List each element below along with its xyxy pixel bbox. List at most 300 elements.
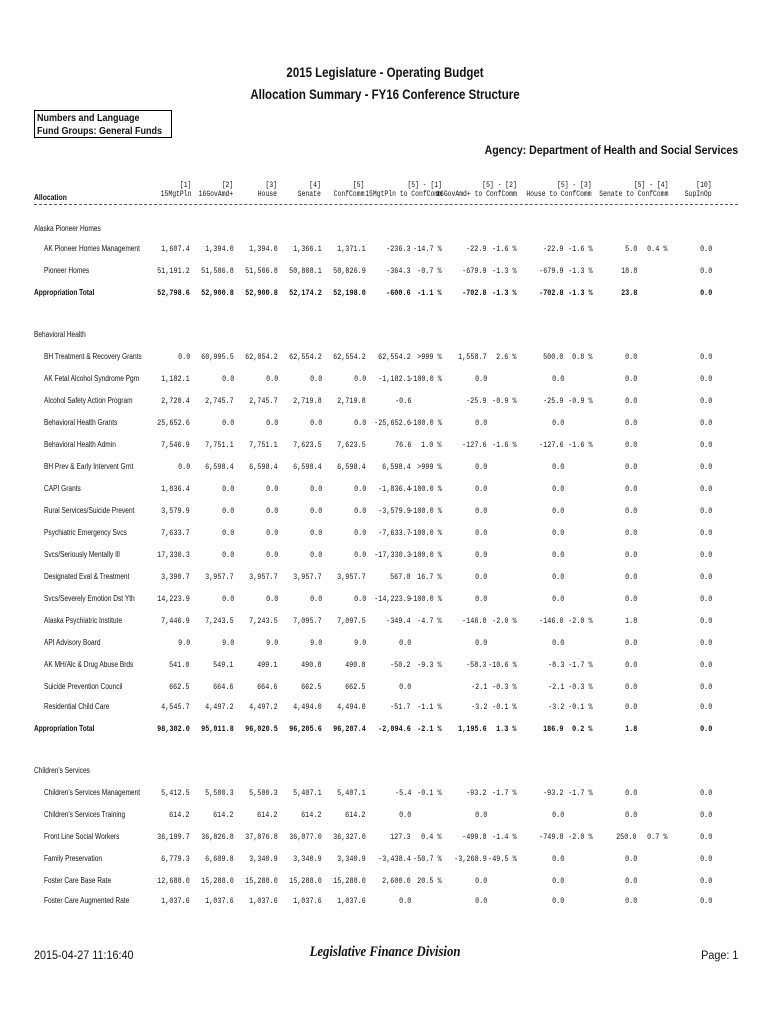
table-cell: -3,268.9 bbox=[454, 854, 487, 864]
table-cell: 51,506.8 bbox=[245, 266, 278, 276]
table-cell: -0.3 % bbox=[568, 682, 593, 692]
table-cell: 614.2 bbox=[345, 810, 366, 820]
table-cell: -14.7 % bbox=[413, 244, 442, 254]
table-cell: 1.8 bbox=[624, 616, 637, 626]
table-cell: -25.9 bbox=[543, 396, 564, 406]
table-cell: 0.0 bbox=[309, 374, 322, 384]
table-cell: -1.6 % bbox=[492, 244, 517, 254]
table-cell: 0.0 bbox=[624, 572, 637, 582]
table-cell: 96,205.6 bbox=[289, 724, 322, 734]
table-cell: -10.6 % bbox=[488, 660, 517, 670]
table-cell: -0.9 % bbox=[492, 396, 517, 406]
table-cell: 0.0 bbox=[309, 506, 322, 516]
table-cell: 0.0 bbox=[551, 528, 564, 538]
section-heading bbox=[0, 224, 770, 236]
allocation-header: Allocation bbox=[34, 193, 67, 202]
table-cell: -1.4 % bbox=[492, 832, 517, 842]
table-cell: 7,633.7 bbox=[161, 528, 190, 538]
table-cell: 96,207.4 bbox=[333, 724, 366, 734]
table-cell: 9.0 bbox=[309, 638, 322, 648]
row-label: Behavioral Health Grants bbox=[44, 418, 118, 427]
table-cell: 0.0 bbox=[699, 288, 712, 298]
table-cell: 0.0 bbox=[353, 550, 366, 560]
table-cell: 0.0 bbox=[221, 418, 234, 428]
table-cell: 541.0 bbox=[169, 660, 190, 670]
table-cell: 36,077.0 bbox=[289, 832, 322, 842]
table-cell: -1.7 % bbox=[568, 788, 593, 798]
row-label: Children's Services Management bbox=[44, 788, 141, 797]
table-cell: -1.7 % bbox=[492, 788, 517, 798]
fund-box-line2: Fund Groups: General Funds bbox=[37, 126, 163, 137]
table-cell: 14,223.9 bbox=[157, 594, 190, 604]
column-header-number: [4] bbox=[309, 181, 321, 190]
table-cell: 0.8 % bbox=[572, 352, 593, 362]
column-header-name: House to ConfComm bbox=[526, 190, 592, 199]
table-cell: 0.0 bbox=[624, 854, 637, 864]
table-cell: 1.3 % bbox=[496, 724, 517, 734]
report-subtitle: Allocation Summary - FY16 Conference Structure bbox=[250, 86, 520, 102]
table-cell: 1,195.6 bbox=[458, 724, 487, 734]
table-cell: 0.0 bbox=[265, 594, 278, 604]
table-cell: -3,438.4 bbox=[378, 854, 411, 864]
row-label: Front Line Social Workers bbox=[44, 832, 120, 841]
column-header-name: 15MgtPln to ConfComm bbox=[365, 190, 442, 199]
table-cell: 0.0 bbox=[624, 550, 637, 560]
table-cell: 0.0 bbox=[699, 810, 712, 820]
table-cell: 0.0 bbox=[398, 810, 411, 820]
table-cell: -1.6 % bbox=[568, 440, 593, 450]
table-row bbox=[0, 528, 770, 540]
table-cell: 662.5 bbox=[301, 682, 322, 692]
table-cell: 6,779.3 bbox=[161, 854, 190, 864]
table-cell: 186.9 bbox=[543, 724, 564, 734]
table-cell: -3.2 bbox=[470, 702, 487, 712]
section-heading bbox=[0, 766, 770, 778]
table-cell: >999 % bbox=[417, 352, 442, 362]
table-cell: -2.0 % bbox=[568, 832, 593, 842]
table-cell: -93.2 bbox=[466, 788, 487, 798]
table-cell: 0.0 bbox=[474, 810, 487, 820]
table-cell: 0.0 bbox=[699, 702, 712, 712]
table-cell: 0.0 bbox=[624, 788, 637, 798]
row-label: BH Treatment & Recovery Grants bbox=[44, 352, 142, 361]
table-cell: 0.0 bbox=[699, 396, 712, 406]
table-cell: 0.0 bbox=[221, 484, 234, 494]
table-cell: 1,037.6 bbox=[337, 896, 366, 906]
table-cell: 37,076.8 bbox=[245, 832, 278, 842]
table-cell: -100.0 % bbox=[409, 374, 442, 384]
table-cell: 16.7 % bbox=[417, 572, 442, 582]
table-cell: 0.0 bbox=[353, 418, 366, 428]
column-header bbox=[258, 181, 277, 199]
table-cell: 0.0 bbox=[398, 638, 411, 648]
table-cell: 51,191.2 bbox=[157, 266, 190, 276]
table-cell: -600.6 bbox=[386, 288, 411, 298]
column-header-name: 16GovAmd+ to ConfComm bbox=[436, 190, 517, 199]
table-cell: 0.0 bbox=[551, 638, 564, 648]
table-cell: 0.0 bbox=[699, 660, 712, 670]
table-cell: -5.4 bbox=[394, 788, 411, 798]
table-cell: 499.1 bbox=[257, 660, 278, 670]
table-cell: 0.0 bbox=[699, 616, 712, 626]
table-cell: -1.7 % bbox=[568, 660, 593, 670]
table-cell: -2.1 bbox=[470, 682, 487, 692]
column-header bbox=[333, 181, 364, 199]
table-cell: -3.2 bbox=[547, 702, 564, 712]
table-cell: 4,494.0 bbox=[293, 702, 322, 712]
table-cell: -146.0 bbox=[539, 616, 564, 626]
table-cell: -0.1 % bbox=[492, 702, 517, 712]
report-title: 2015 Legislature - Operating Budget bbox=[286, 64, 484, 80]
table-cell: 614.2 bbox=[213, 810, 234, 820]
row-label: Alcohol Safety Action Program bbox=[44, 396, 133, 405]
table-cell: 0.0 bbox=[177, 352, 190, 362]
table-cell: 9.0 bbox=[221, 638, 234, 648]
row-label: BH Prev & Early Intervent Grnt bbox=[44, 462, 134, 471]
table-cell: 0.0 bbox=[474, 462, 487, 472]
table-cell: 5,407.1 bbox=[293, 788, 322, 798]
row-label: Behavioral Health Admin bbox=[44, 440, 116, 449]
table-cell: 1.0 % bbox=[421, 440, 442, 450]
row-label: Rural Services/Suicide Prevent bbox=[44, 506, 135, 515]
table-cell: -93.2 bbox=[543, 788, 564, 798]
table-cell: 0.0 bbox=[474, 572, 487, 582]
table-row bbox=[0, 550, 770, 562]
table-cell: -100.0 % bbox=[409, 594, 442, 604]
table-cell: -679.9 bbox=[539, 266, 564, 276]
table-cell: 5,407.1 bbox=[337, 788, 366, 798]
column-header-name: 15MgtPln bbox=[160, 190, 191, 199]
table-cell: 1,394.0 bbox=[205, 244, 234, 254]
table-cell: 4,497.2 bbox=[205, 702, 234, 712]
table-cell: 6,598.4 bbox=[249, 462, 278, 472]
row-label: AK Fetal Alcohol Syndrome Pgm bbox=[44, 374, 140, 383]
table-cell: 1,037.6 bbox=[161, 896, 190, 906]
table-cell: 9.0 bbox=[353, 638, 366, 648]
table-cell: 15,288.0 bbox=[333, 876, 366, 886]
table-cell: -9.3 % bbox=[417, 660, 442, 670]
table-cell: 15,288.0 bbox=[245, 876, 278, 886]
table-cell: -236.3 bbox=[386, 244, 411, 254]
table-cell: 1,371.1 bbox=[337, 244, 366, 254]
table-cell: 36,327.0 bbox=[333, 832, 366, 842]
row-label: Children's Services bbox=[34, 766, 90, 775]
table-row bbox=[0, 616, 770, 628]
table-cell: 2,720.4 bbox=[161, 396, 190, 406]
table-cell: 25,652.6 bbox=[157, 418, 190, 428]
table-cell: -25.9 bbox=[466, 396, 487, 406]
column-header bbox=[527, 181, 592, 199]
row-label: AK Pioneer Homes Management bbox=[44, 244, 140, 253]
table-cell: 0.0 bbox=[551, 810, 564, 820]
table-cell: 3,957.7 bbox=[337, 572, 366, 582]
table-cell: -22.9 bbox=[543, 244, 564, 254]
table-cell: -1,182.1 bbox=[378, 374, 411, 384]
row-label: Foster Care Augmented Rate bbox=[44, 896, 130, 905]
table-cell: 0.2 % bbox=[572, 724, 593, 734]
table-cell: -702.8 bbox=[539, 288, 564, 298]
table-cell: 0.0 bbox=[699, 418, 712, 428]
table-cell: 0.0 bbox=[353, 484, 366, 494]
table-cell: -2.0 % bbox=[492, 616, 517, 626]
table-cell: 0.0 bbox=[699, 832, 712, 842]
table-cell: 0.0 bbox=[265, 506, 278, 516]
table-cell: -0.3 % bbox=[492, 682, 517, 692]
table-cell: -2.1 bbox=[547, 682, 564, 692]
row-label: API Advisory Board bbox=[44, 638, 101, 647]
table-row bbox=[0, 418, 770, 430]
table-cell: 18.8 bbox=[620, 266, 637, 276]
table-cell: 0.0 bbox=[474, 550, 487, 560]
column-header bbox=[599, 181, 668, 199]
table-cell: 0.0 bbox=[265, 528, 278, 538]
footer-page: Page: 1 bbox=[700, 948, 738, 962]
table-row bbox=[0, 506, 770, 518]
table-cell: 12,688.0 bbox=[157, 876, 190, 886]
table-cell: -749.8 bbox=[539, 832, 564, 842]
table-cell: 7,095.7 bbox=[293, 616, 322, 626]
row-label: Behavioral Health bbox=[34, 330, 86, 339]
row-label: Svcs/Severely Emotion Dst Yth bbox=[44, 594, 135, 603]
table-cell: -1.1 % bbox=[417, 288, 442, 298]
table-cell: 0.0 bbox=[699, 244, 712, 254]
table-cell: 3,340.9 bbox=[293, 854, 322, 864]
table-cell: -25,652.6 bbox=[374, 418, 411, 428]
table-cell: 0.0 bbox=[699, 896, 712, 906]
table-row bbox=[0, 638, 770, 650]
table-cell: 2,745.7 bbox=[205, 396, 234, 406]
table-cell: 36,199.7 bbox=[157, 832, 190, 842]
table-cell: 3,957.7 bbox=[249, 572, 278, 582]
table-cell: 0.0 bbox=[474, 638, 487, 648]
table-cell: -7,633.7 bbox=[378, 528, 411, 538]
column-header-name: SupInOp bbox=[685, 190, 712, 199]
table-cell: -1.6 % bbox=[568, 244, 593, 254]
table-cell: 0.0 bbox=[624, 418, 637, 428]
column-header-number: [3] bbox=[265, 181, 277, 190]
column-header-number: [5] - [2] bbox=[482, 181, 517, 190]
row-label: Appropriation Total bbox=[34, 288, 95, 297]
table-cell: 6,609.8 bbox=[205, 854, 234, 864]
table-cell: 0.0 bbox=[398, 682, 411, 692]
table-cell: 3,579.9 bbox=[161, 506, 190, 516]
header-rule bbox=[34, 204, 738, 205]
table-cell: 52,798.6 bbox=[157, 288, 190, 298]
table-cell: 36,826.8 bbox=[201, 832, 234, 842]
table-cell: 0.0 bbox=[474, 484, 487, 494]
table-cell: 0.0 bbox=[474, 418, 487, 428]
table-row bbox=[0, 788, 770, 800]
table-cell: -499.8 bbox=[462, 832, 487, 842]
row-label: Children's Services Training bbox=[44, 810, 126, 819]
table-row bbox=[0, 810, 770, 822]
table-cell: 7,446.9 bbox=[161, 616, 190, 626]
table-cell: -17,330.3 bbox=[374, 550, 411, 560]
table-cell: 15,288.0 bbox=[201, 876, 234, 886]
table-cell: 3,340.9 bbox=[249, 854, 278, 864]
table-cell: -0.1 % bbox=[417, 788, 442, 798]
table-cell: 0.0 bbox=[474, 876, 487, 886]
table-cell: 7,751.1 bbox=[249, 440, 278, 450]
table-cell: -2.0 % bbox=[568, 616, 593, 626]
fund-groups-box bbox=[34, 110, 172, 138]
table-cell: -349.4 bbox=[386, 616, 411, 626]
table-cell: 7,623.5 bbox=[337, 440, 366, 450]
table-row bbox=[0, 484, 770, 496]
table-cell: 3,957.7 bbox=[205, 572, 234, 582]
column-header-name: ConfComm bbox=[333, 190, 364, 199]
table-cell: 0.0 bbox=[699, 572, 712, 582]
table-cell: 2,745.7 bbox=[249, 396, 278, 406]
table-cell: 0.4 % bbox=[647, 244, 668, 254]
table-cell: 9.0 bbox=[265, 638, 278, 648]
table-cell: 0.0 bbox=[624, 660, 637, 670]
table-cell: 20.5 % bbox=[417, 876, 442, 886]
table-cell: 0.0 bbox=[699, 724, 712, 734]
table-cell: 0.0 bbox=[699, 484, 712, 494]
table-cell: 0.0 bbox=[699, 440, 712, 450]
table-cell: 0.4 % bbox=[421, 832, 442, 842]
table-row bbox=[0, 352, 770, 364]
table-cell: 0.0 bbox=[624, 594, 637, 604]
table-cell: 4,497.2 bbox=[249, 702, 278, 712]
table-cell: 62,054.2 bbox=[245, 352, 278, 362]
column-header-name: Senate bbox=[297, 190, 321, 199]
table-cell: 0.0 bbox=[474, 528, 487, 538]
section-heading bbox=[0, 330, 770, 342]
table-cell: 0.0 bbox=[624, 682, 637, 692]
row-label: Suicide Prevention Council bbox=[44, 682, 123, 691]
column-header-number: [10] bbox=[696, 181, 712, 190]
table-cell: 1,836.4 bbox=[161, 484, 190, 494]
table-cell: 0.0 bbox=[551, 462, 564, 472]
table-cell: 0.0 bbox=[551, 418, 564, 428]
table-cell: 52,174.2 bbox=[289, 288, 322, 298]
table-cell: 0.0 bbox=[624, 506, 637, 516]
table-cell: 0.0 bbox=[624, 352, 637, 362]
table-cell: -100.0 % bbox=[409, 418, 442, 428]
table-cell: 500.0 bbox=[543, 352, 564, 362]
table-cell: 0.0 bbox=[624, 702, 637, 712]
table-cell: 0.0 bbox=[265, 418, 278, 428]
table-cell: 0.0 bbox=[699, 854, 712, 864]
table-row bbox=[0, 462, 770, 474]
agency-label: Agency: Department of Health and Social Services bbox=[484, 143, 738, 157]
table-cell: 3,390.7 bbox=[161, 572, 190, 582]
table-cell: 5,412.5 bbox=[161, 788, 190, 798]
table-cell: 4,494.0 bbox=[337, 702, 366, 712]
table-cell: 4,545.7 bbox=[161, 702, 190, 712]
table-cell: -100.0 % bbox=[409, 550, 442, 560]
table-cell: 3,340.9 bbox=[337, 854, 366, 864]
column-header bbox=[436, 181, 517, 199]
table-cell: 51,506.8 bbox=[201, 266, 234, 276]
table-cell: 662.5 bbox=[169, 682, 190, 692]
column-header-number: [5] - [1] bbox=[407, 181, 442, 190]
table-cell: -1.1 % bbox=[417, 702, 442, 712]
table-cell: 0.0 bbox=[551, 594, 564, 604]
table-cell: 6,598.4 bbox=[382, 462, 411, 472]
table-cell: 7,623.5 bbox=[293, 440, 322, 450]
column-header bbox=[160, 181, 191, 199]
row-label: Svcs/Seriously Mentally Ill bbox=[44, 550, 120, 559]
table-cell: -1.3 % bbox=[568, 266, 593, 276]
table-cell: 1,037.6 bbox=[293, 896, 322, 906]
table-cell: 614.2 bbox=[169, 810, 190, 820]
column-header bbox=[198, 181, 233, 199]
table-cell: -4.7 % bbox=[417, 616, 442, 626]
table-cell: 9.0 bbox=[177, 638, 190, 648]
footer-division: Legislative Finance Division bbox=[309, 944, 461, 960]
table-cell: 0.0 bbox=[265, 374, 278, 384]
column-header-number: [5] - [4] bbox=[633, 181, 668, 190]
table-cell: 549.1 bbox=[213, 660, 234, 670]
row-label: Appropriation Total bbox=[34, 724, 95, 733]
table-cell: 50,826.9 bbox=[333, 266, 366, 276]
appropriation-total-row bbox=[0, 724, 770, 736]
table-row bbox=[0, 854, 770, 866]
table-cell: -702.8 bbox=[462, 288, 487, 298]
table-row bbox=[0, 374, 770, 386]
table-cell: 490.8 bbox=[345, 660, 366, 670]
table-row bbox=[0, 896, 770, 908]
table-cell: 127.3 bbox=[390, 832, 411, 842]
table-cell: 0.0 bbox=[551, 572, 564, 582]
table-cell: 0.0 bbox=[551, 854, 564, 864]
table-cell: 1.8 bbox=[624, 724, 637, 734]
table-cell: -679.9 bbox=[462, 266, 487, 276]
table-cell: 0.0 bbox=[309, 594, 322, 604]
table-cell: 1,366.1 bbox=[293, 244, 322, 254]
row-label: Residential Child Care bbox=[44, 702, 110, 711]
table-cell: 0.0 bbox=[551, 484, 564, 494]
table-cell: -50.2 bbox=[390, 660, 411, 670]
table-cell: -1.3 % bbox=[492, 288, 517, 298]
row-label: Alaska Pioneer Homes bbox=[34, 224, 101, 233]
table-cell: 0.0 bbox=[699, 374, 712, 384]
table-cell: 15,288.0 bbox=[289, 876, 322, 886]
table-cell: 7,097.5 bbox=[337, 616, 366, 626]
table-cell: -0.7 % bbox=[417, 266, 442, 276]
table-cell: 664.6 bbox=[257, 682, 278, 692]
table-row bbox=[0, 876, 770, 888]
table-cell: -0.1 % bbox=[568, 702, 593, 712]
table-cell: 7,243.5 bbox=[205, 616, 234, 626]
table-cell: -51.7 bbox=[390, 702, 411, 712]
table-cell: 0.0 bbox=[353, 594, 366, 604]
column-header-name: House bbox=[257, 190, 277, 199]
column-header-number: [1] bbox=[179, 181, 191, 190]
column-header bbox=[365, 181, 442, 199]
table-cell: 614.2 bbox=[301, 810, 322, 820]
table-cell: 0.0 bbox=[699, 638, 712, 648]
table-cell: -3,579.9 bbox=[378, 506, 411, 516]
table-cell: >999 % bbox=[417, 462, 442, 472]
row-label: AK MH/Alc & Drug Abuse Brds bbox=[44, 660, 134, 669]
table-cell: 62,554.2 bbox=[333, 352, 366, 362]
table-cell: -127.6 bbox=[462, 440, 487, 450]
table-cell: -58.3 bbox=[466, 660, 487, 670]
table-cell: 0.0 bbox=[699, 266, 712, 276]
table-cell: -146.0 bbox=[462, 616, 487, 626]
table-cell: 5,500.3 bbox=[205, 788, 234, 798]
table-row bbox=[0, 440, 770, 452]
table-cell: 0.0 bbox=[474, 594, 487, 604]
table-cell: 0.0 bbox=[699, 506, 712, 516]
table-cell: 490.8 bbox=[301, 660, 322, 670]
row-label: Designated Eval & Treatment bbox=[44, 572, 130, 581]
table-cell: 664.6 bbox=[213, 682, 234, 692]
